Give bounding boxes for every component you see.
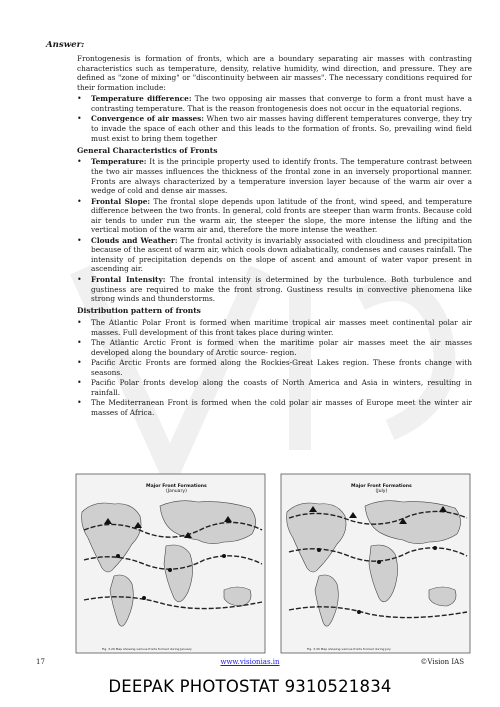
condition-term: Temperature difference: bbox=[91, 94, 192, 104]
characteristic-term: Temperature: bbox=[91, 157, 147, 167]
page-footer bbox=[0, 658, 500, 670]
characteristic-term: Frontal Intensity: bbox=[91, 275, 166, 284]
world-map-january-image bbox=[74, 472, 267, 655]
map-title bbox=[146, 484, 207, 494]
characteristic-term: Clouds and Weather: bbox=[91, 235, 178, 245]
characteristic-text: The frontal activity is invariably associated with cloudiness and precipitation because of the ascent of warm air, which cools down adiabatically, condenses and causes rainfall. The intensity of precipitation depends on the slope of ascent and amount of water vapor present in ascending air. bbox=[91, 235, 472, 274]
map-title bbox=[351, 484, 412, 494]
condition-text: When two air masses having different temperatures converge, they try to invade the space of each other and this leads to the formation of fronts. So, prevailing wind field must exist to bring them together bbox=[91, 114, 472, 143]
map-subtitle: (July) bbox=[375, 489, 388, 495]
list-item: • The Mediterranean Front is formed when the cold polar air masses of Europe meet the winter air masses of Africa. bbox=[77, 398, 472, 417]
characteristic-text: The frontal slope depends upon latitude of the front, wind speed, and temperature difference between the two fronts. In general, cold fronts are steeper than warm fronts. Because cold air tends to under run the warm air, the steeper the slope, the more intense the lifting and the vertical motion of the warm air and, therefore the more intense the weather. bbox=[91, 196, 473, 235]
list-item: • The Atlantic Arctic Front is formed when the maritime polar air masses meet the air masses developed along the boundary of Arctic source- region. bbox=[77, 338, 472, 357]
condition-term: Convergence of air masses: bbox=[91, 114, 205, 124]
photostat-stamp: DEEPAK PHOTOSTAT 9310521834 bbox=[108, 677, 392, 696]
characteristics-list bbox=[77, 157, 472, 303]
characteristic-text: It is the principle property used to identify fronts. The temperature contrast between the two air masses influences the thickness of the frontal zone in an inversely proportional manner. Fronts are always characterized by a temperature inversion layer because of the warm air over a wedge of cold and dense air masses. bbox=[91, 157, 472, 196]
page-number: 17 bbox=[36, 658, 45, 666]
list-item bbox=[77, 114, 472, 143]
brand-copyright: ©Vision IAS bbox=[420, 658, 464, 666]
answer-body bbox=[77, 54, 472, 420]
list-item bbox=[77, 236, 472, 274]
list-item: • Pacific Arctic Fronts are formed along the Rockies-Great Lakes region. These fronts change with seasons. bbox=[77, 358, 472, 377]
answer-label: Answer: bbox=[46, 40, 85, 50]
map-caption: Fig. 3.29 Map showing various fronts formed during January bbox=[102, 647, 192, 651]
map-january bbox=[74, 472, 267, 655]
characteristic-term: Frontal Slope: bbox=[91, 196, 151, 206]
map-subtitle: (January) bbox=[165, 489, 187, 495]
list-item bbox=[77, 197, 472, 235]
list-item bbox=[77, 157, 472, 195]
map-title-text: Major Front Formations bbox=[351, 484, 412, 489]
list-item bbox=[77, 94, 472, 113]
list-item: • Pacific Polar fronts develop along the coasts of North America and Asia in winters, resulting in rainfall. bbox=[77, 378, 472, 397]
characteristics-heading: General Characteristics of Fronts bbox=[77, 145, 218, 155]
front-maps-figure bbox=[74, 472, 476, 655]
list-item: • The Atlantic Polar Front is formed when maritime tropical air masses meet continental polar air masses. Full development of this front takes place during winter. bbox=[77, 318, 472, 337]
intro-paragraph: Frontogenesis is formation of fronts, which are a boundary separating air masses with contrasting characteristics such as temperature, density, relative humidity, wind direction, and pressure. They are defined as "zone of mixing" or "discontinuity between air masses". The necessary conditions required for their formation include: bbox=[77, 54, 472, 92]
condition-text: The two opposing air masses that converge to form a front must have a contrasting temperature. That is the reason frontogenesis does not occur in the equatorial regions. bbox=[91, 94, 472, 113]
distribution-list bbox=[77, 318, 472, 417]
website-link[interactable]: www.visionias.in bbox=[220, 658, 280, 666]
conditions-list bbox=[77, 94, 472, 143]
world-map-july-image bbox=[279, 472, 472, 655]
map-caption: Fig. 3.30 Map showing various fronts formed during July bbox=[307, 647, 391, 651]
list-item bbox=[77, 275, 472, 304]
map-title-text: Major Front Formations bbox=[146, 484, 207, 489]
distribution-heading: Distribution pattern of fronts bbox=[77, 306, 201, 316]
map-july bbox=[279, 472, 472, 655]
characteristic-text: The frontal intensity is determined by the turbulence. Both turbulence and gustiness are required to make the front strong. Gustiness results in convective phenomena like strong winds and thunderstorms. bbox=[91, 275, 472, 304]
